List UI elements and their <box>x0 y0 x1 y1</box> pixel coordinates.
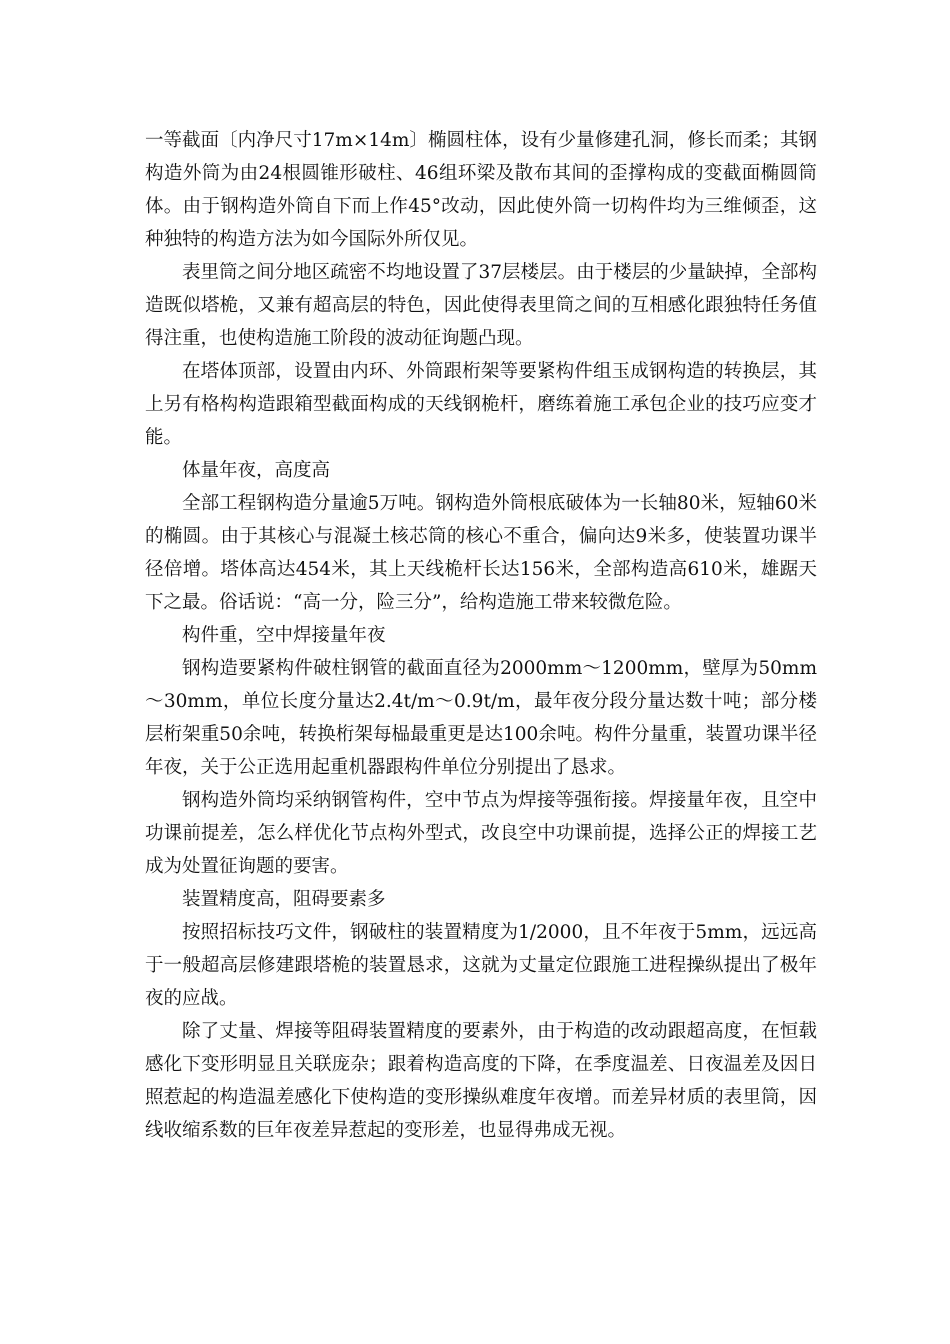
document-body <box>145 124 817 1147</box>
paragraph-floor-layers: 表里筒之间分地区疏密不均地设置了37层楼层。由于楼层的少量缺掉，全部构造既似塔桅，又兼有超高层的特色，因此使得表里筒之间的互相感化跟独特任务值得注重，也使构造施工阶段的波动征询题凸现。 <box>145 262 817 349</box>
paragraph-deformation: 除了丈量、焊接等阻碍装置精度的要素外，由于构造的改动跟超高度，在恒载感化下变形明显且关联庞杂；跟着构造高度的下降，在季度温差、日夜温差及因日照惹起的构造温差感化下使构造的变形操纵难度年夜增。而差异材质的表里筒，因线收缩系数的巨年夜差异惹起的变形差，也显得弗成无视。 <box>145 1021 817 1141</box>
paragraph-volume-height: 全部工程钢构造分量逾5万吨。钢构造外筒根底破体为一长轴80米，短轴60米的椭圆。由于其核心与混凝土核芯筒的核心不重合，偏向达9米多，使装置功课半径倍增。塔体高达454米，其上天线桅杆长达156米，全部构造高610米，雄踞天下之最。俗话说：“高一分，险三分”，给构造施工带来较微危险。 <box>145 493 817 613</box>
paragraph-welding: 钢构造外筒均采纳钢管构件，空中节点为焊接等强衔接。焊接量年夜，且空中功课前提差，怎么样优化节点构外型式，改良空中功课前提，选择公正的焊接工艺成为处置征询题的要害。 <box>145 790 817 877</box>
paragraph-top-transfer-layer: 在塔体顶部，设置由内环、外筒跟桁架等要紧构件组玉成钢构造的转换层，其上另有格构构造跟箱型截面构成的天线钢桅杆，磨练着施工承包企业的技巧应变才能。 <box>145 361 817 448</box>
paragraph-structure-overview: 一等截面〔内净尺寸17m×14m〕椭圆柱体，设有少量修建孔洞，修长而柔；其钢构造外筒为由24根圆锥形破柱、46组环梁及散布其间的歪撑构成的变截面椭圆筒体。由于钢构造外筒自下而上作45°改动，因此使外筒一切构件均为三维倾歪，这种独特的构造方法为如今国际外所仅见。 <box>145 130 817 250</box>
section-heading-volume-height: 体量年夜，高度高 <box>182 460 331 481</box>
section-heading-precision: 装置精度高，阻碍要素多 <box>182 889 386 910</box>
paragraph-precision: 按照招标技巧文件，钢破柱的装置精度为1/2000，且不年夜于5mm，远远高于一般超高层修建跟塔桅的装置恳求，这就为丈量定位跟施工进程操纵提出了极年夜的应战。 <box>145 922 817 1009</box>
paragraph-heavy-members: 钢构造要紧构件破柱钢管的截面直径为2000mm～1200mm，壁厚为50mm～30mm，单位长度分量达2.4t/m～0.9t/m，最年夜分段分量达数十吨；部分楼层桁架重50余吨，转换桁架每榀最重更是达100余吨。构件分量重，装置功课半径年夜，关于公正选用起重机器跟构件单位分别提出了恳求。 <box>145 658 817 778</box>
section-heading-heavy-members: 构件重，空中焊接量年夜 <box>182 625 386 646</box>
